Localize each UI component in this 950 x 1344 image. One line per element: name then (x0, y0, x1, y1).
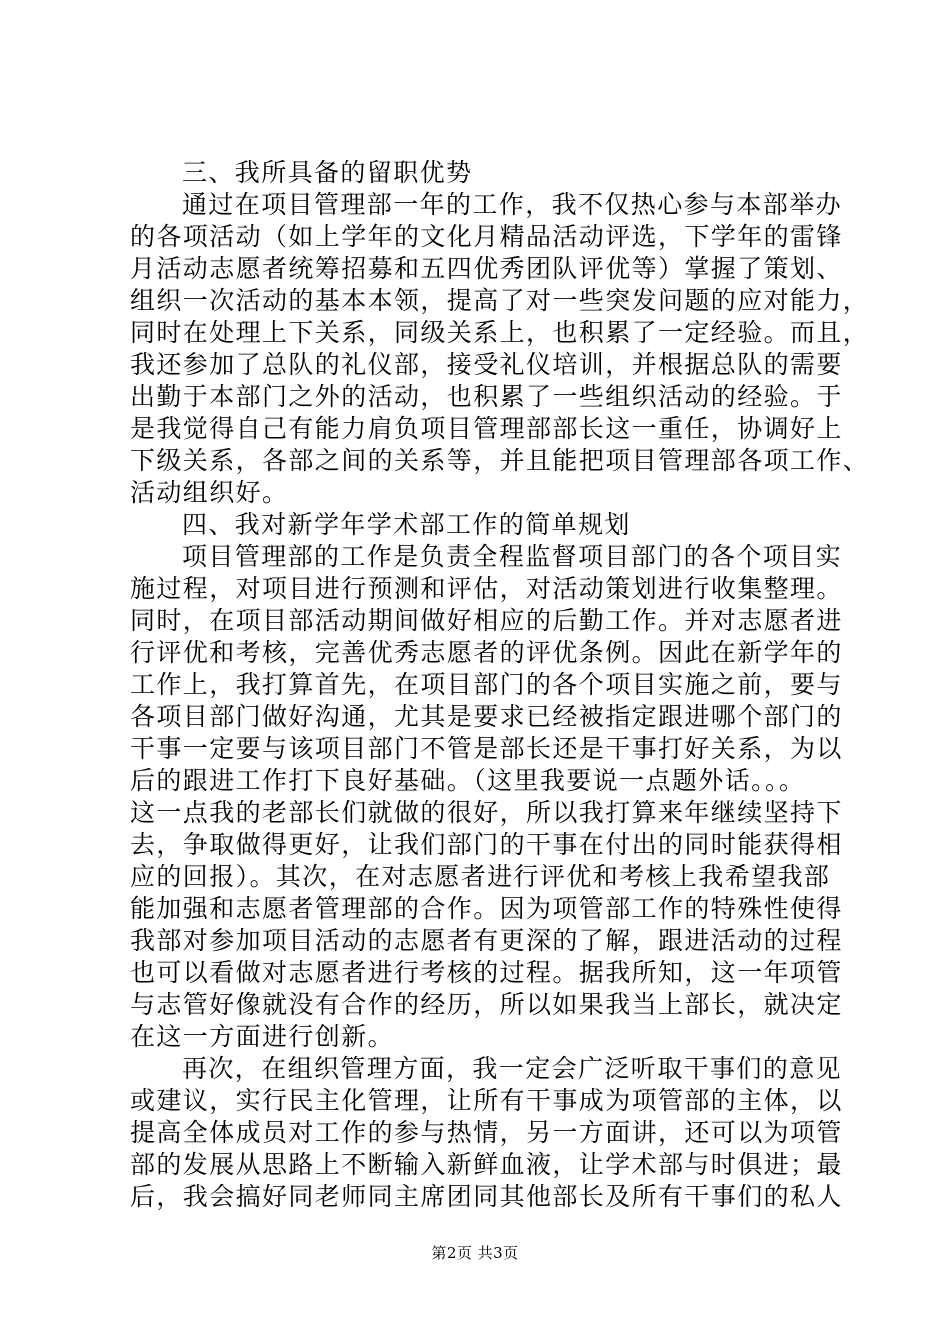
text-line: 工作上，我打算首先，在项目部门的各个项目实施之前，要与 (130, 670, 843, 699)
text-line: 我还参加了总队的礼仪部，接受礼仪培训，并根据总队的需要 (130, 350, 843, 379)
text-line: 各项目部门做好沟通，尤其是要求已经被指定跟进哪个部门的 (130, 702, 843, 731)
text-line: 应的回报）。其次，在对志愿者进行评优和考核上我希望我部 (130, 862, 831, 891)
document-body (130, 157, 870, 1213)
text-line: 在这一方面进行创新。 (130, 1022, 395, 1051)
text-line: 与志管好像就没有合作的经历，所以如果我当上部长，就决定 (130, 990, 843, 1019)
text-line: 的各项活动（如上学年的文化月精品活动评选，下学年的雷锋 (130, 222, 843, 251)
text-line: 出勤于本部门之外的活动，也积累了一些组织活动的经验。于 (130, 382, 843, 411)
text-line: 行评优和考核，完善优秀志愿者的评优条例。因此在新学年的 (130, 638, 843, 667)
page-footer: 第2页 共3页 (431, 1244, 519, 1262)
text-line: 同时，在项目部活动期间做好相应的后勤工作。并对志愿者进 (130, 606, 843, 635)
text-line: 部的发展从思路上不断输入新鲜血液，让学术部与时俱进；最 (130, 1150, 843, 1179)
paragraph-first-line: 再次，在组织管理方面，我一定会广泛听取干事们的意见 (182, 1054, 843, 1083)
text-line: 月活动志愿者统筹招募和五四优秀团队评优等）掌握了策划、 (130, 254, 843, 283)
text-line: 组织一次活动的基本本领，提高了对一些突发问题的应对能力， (130, 286, 870, 315)
paragraph-first-line: 通过在项目管理部一年的工作，我不仅热心参与本部举办 (182, 190, 843, 219)
text-line: 去，争取做得更好，让我们部门的干事在付出的同时能获得相 (130, 830, 843, 859)
text-line: 这一点我的老部长们就做的很好，所以我打算来年继续坚持下 (130, 798, 843, 827)
text-line: 是我觉得自己有能力肩负项目管理部部长这一重任，协调好上 (130, 414, 843, 443)
paragraph-first-line: 项目管理部的工作是负责全程监督项目部门的各个项目实 (182, 542, 843, 571)
text-line: 干事一定要与该项目部门不管是部长还是干事打好关系，为以 (130, 734, 843, 763)
text-line: 后，我会搞好同老师同主席团同其他部长及所有干事们的私人 (130, 1182, 843, 1211)
text-line: 后的跟进工作打下良好基础。（这里我要说一点题外话。。。 (130, 766, 806, 795)
paragraph-first-line: 三、我所具备的留职优势 (182, 158, 473, 187)
text-line: 活动组织好。 (130, 478, 289, 507)
text-line: 提高全体成员对工作的参与热情，另一方面讲，还可以为项管 (130, 1118, 843, 1147)
text-line: 施过程，对项目进行预测和评估，对活动策划进行收集整理。 (130, 574, 843, 603)
text-line: 也可以看做对志愿者进行考核的过程。据我所知，这一年项管 (130, 958, 843, 987)
text-line: 或建议，实行民主化管理，让所有干事成为项管部的主体，以 (130, 1086, 843, 1115)
text-line: 同时在处理上下关系，同级关系上，也积累了一定经验。而且， (130, 318, 870, 347)
paragraph-first-line: 四、我对新学年学术部工作的简单规划 (182, 510, 631, 539)
text-line: 能加强和志愿者管理部的合作。因为项管部工作的特殊性使得 (130, 894, 843, 923)
text-line: 我部对参加项目活动的志愿者有更深的了解，跟进活动的过程 (130, 926, 843, 955)
text-line: 下级关系，各部之间的关系等，并且能把项目管理部各项工作、 (130, 446, 870, 475)
